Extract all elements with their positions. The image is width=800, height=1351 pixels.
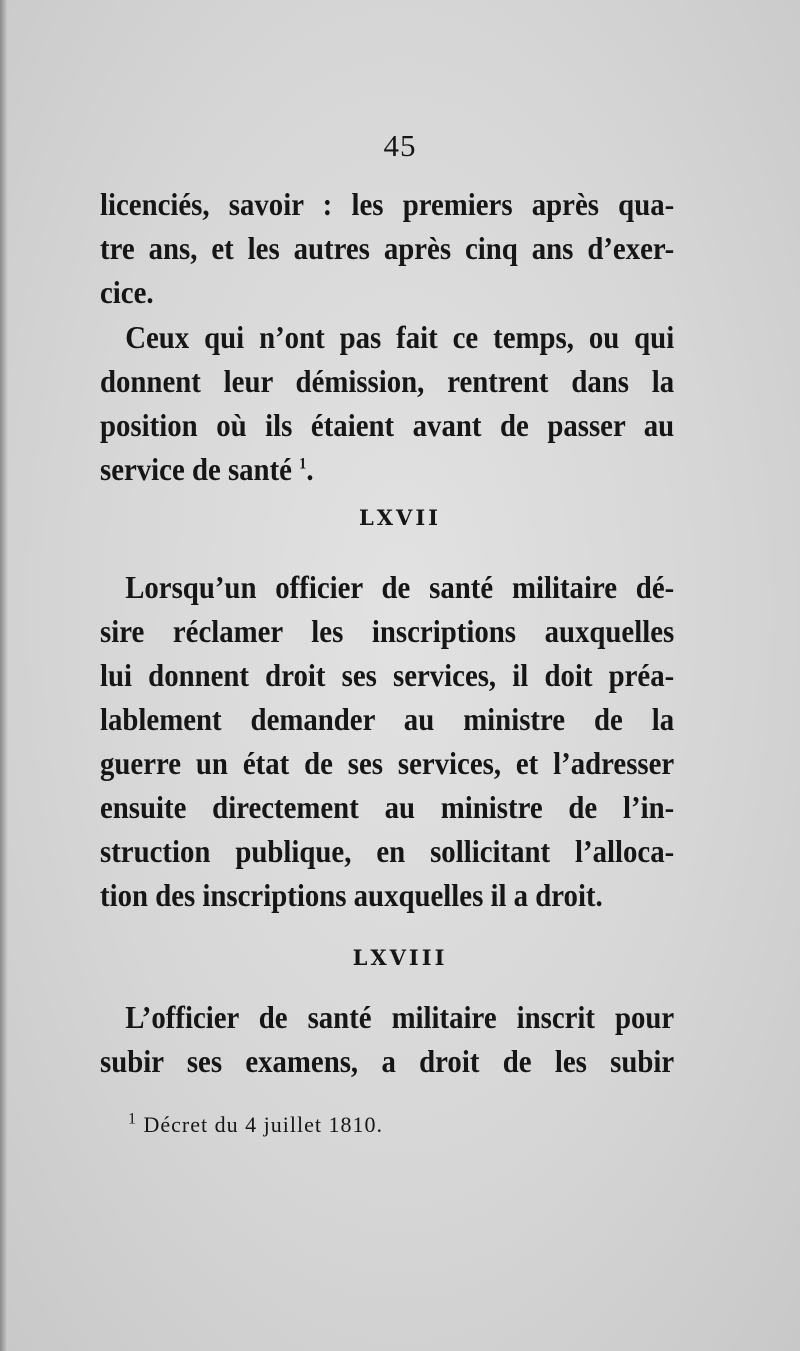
- text-fragment: service de santé: [100, 451, 292, 487]
- paragraph-1: [100, 182, 675, 314]
- text-line: L’officier de santé militaire inscrit pour: [125, 999, 675, 1035]
- page-number: 45: [383, 128, 417, 163]
- text-line: subir ses examens, a droit de les subir: [100, 1043, 675, 1079]
- text-line: Ceux qui n’ont pas fait ce temps, ou qui: [125, 319, 675, 355]
- paragraph-2: [100, 315, 675, 491]
- text-line: licenciés, savoir : les premiers après qua-: [100, 186, 675, 222]
- text-fragment: .: [306, 451, 314, 487]
- text-line: cice.: [100, 274, 154, 310]
- text-line: tion des inscriptions auxquelles il a droit.: [100, 877, 603, 913]
- section-heading-lxviii: LXVIII: [352, 945, 448, 970]
- footnote-text: Décret du 4 juillet 1810.: [143, 1112, 383, 1137]
- footnote-reference: 1: [299, 455, 307, 473]
- footnote: [128, 1112, 383, 1138]
- text-line: donnent leur démission, rentrent dans la: [100, 363, 675, 399]
- text-line: position où ils étaient avant de passer au: [100, 407, 675, 443]
- text-line: Lorsqu’un officier de santé militaire dé-: [125, 569, 675, 605]
- section-heading-lxvii: LXVII: [359, 505, 441, 530]
- text-line: sire réclamer les inscriptions auxquelles: [100, 613, 675, 649]
- text-line: [100, 447, 674, 491]
- text-line: guerre un état de ses services, et l’adresser: [100, 745, 675, 781]
- text-line: tre ans, et les autres après cinq ans d’exer-: [100, 230, 675, 266]
- page-edge-shadow: [0, 0, 8, 1351]
- text-line: ensuite directement au ministre de l’in-: [100, 789, 675, 825]
- paragraph-3: [100, 565, 675, 917]
- text-line: struction publique, en sollicitant l’alloca-: [100, 833, 675, 869]
- text-line: lablement demander au ministre de la: [100, 701, 675, 737]
- text-line: lui donnent droit ses services, il doit préa-: [100, 657, 675, 693]
- footnote-mark: 1: [128, 1110, 137, 1128]
- paragraph-4: [100, 995, 675, 1083]
